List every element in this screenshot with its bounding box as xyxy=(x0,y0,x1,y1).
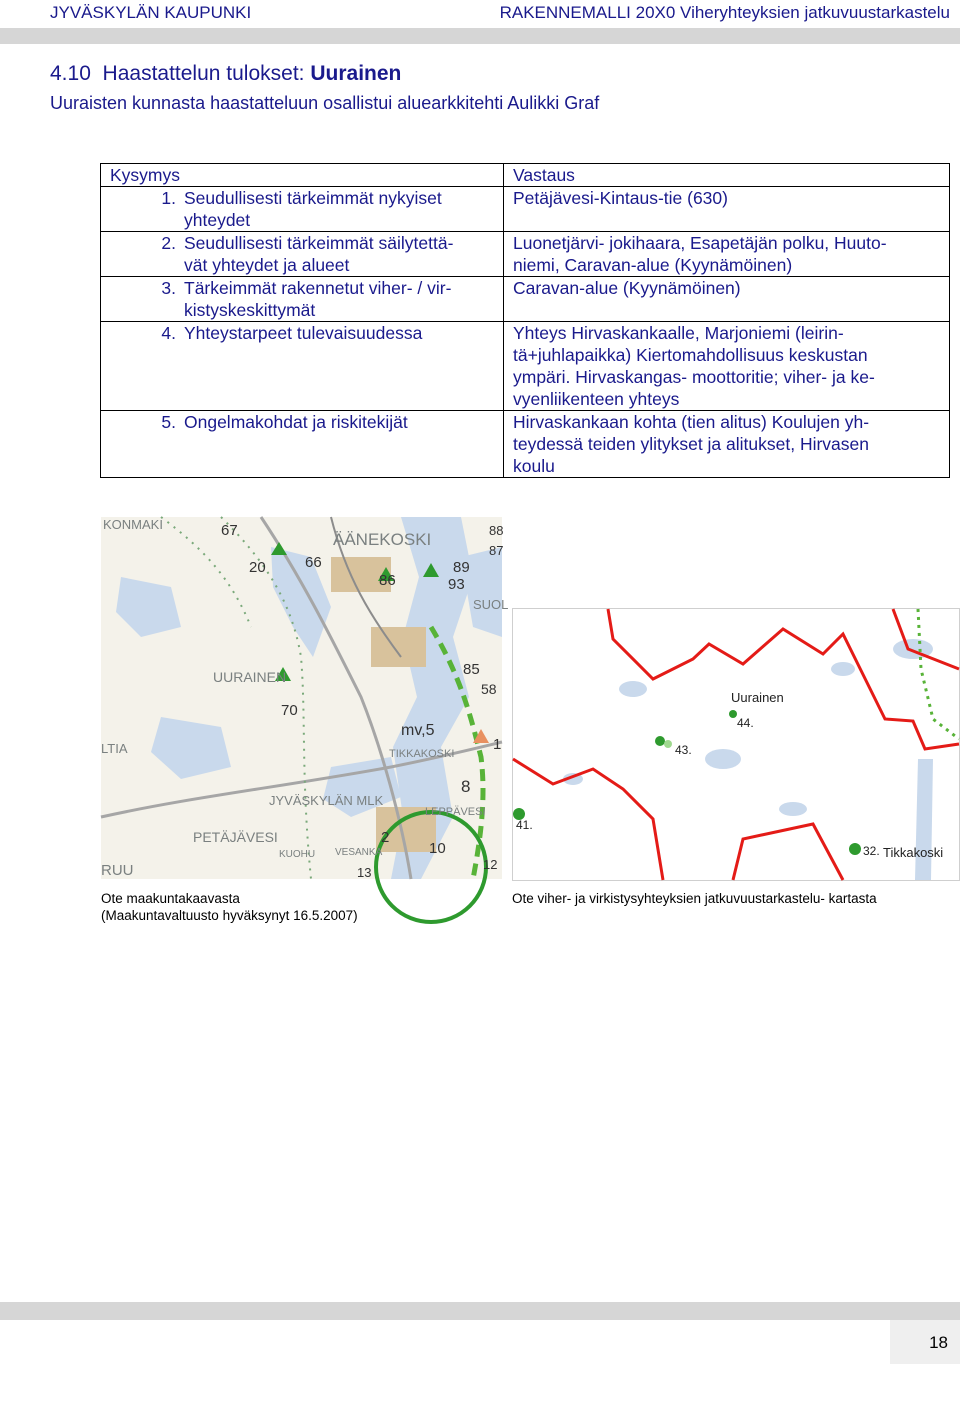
map-label: 67 xyxy=(221,522,238,539)
question-line: Ongelmakohdat ja riskitekijät xyxy=(184,412,408,432)
table-row xyxy=(101,411,950,478)
map-label: 10 xyxy=(429,840,446,857)
map-label: 88 xyxy=(489,523,504,538)
map-label: 87 xyxy=(489,543,504,558)
map-label: 41. xyxy=(516,818,533,832)
map-label: 86 xyxy=(379,572,396,589)
green-connections-map-graphic xyxy=(513,609,959,880)
regional-plan-map xyxy=(101,517,509,880)
map-label: 66 xyxy=(305,554,322,571)
map-label: TIKKAKOSKI xyxy=(389,748,455,760)
question-number: 4. xyxy=(161,323,176,343)
answer-line: Caravan-alue (Kyynämöinen) xyxy=(513,278,741,298)
map-label: 20 xyxy=(249,559,266,576)
answer-line: Hirvaskankaan kohta (tien alitus) Koulujen yh- xyxy=(513,412,870,432)
map-label: mv,5 xyxy=(401,722,435,739)
question-line: vät yhteydet ja alueet xyxy=(184,255,350,275)
table-row xyxy=(101,277,950,322)
page-header xyxy=(0,0,960,44)
question-number: 3. xyxy=(161,278,176,298)
table-row xyxy=(101,232,950,277)
map-label: 44. xyxy=(737,716,754,730)
map-label: KONMAKI xyxy=(103,517,163,532)
interview-table xyxy=(100,163,950,478)
question-line: yhteydet xyxy=(184,210,251,230)
green-area-marker xyxy=(849,843,861,855)
regional-plan-caption xyxy=(101,890,358,924)
answer-line: vyenliikenteen yhteys xyxy=(513,389,680,409)
column-header-answer: Vastaus xyxy=(504,164,950,187)
section-number: 4.10 xyxy=(50,62,91,85)
lake-shape xyxy=(915,759,933,880)
question-number: 2. xyxy=(161,233,176,253)
map-label: Uurainen xyxy=(731,690,784,705)
lake-shape xyxy=(705,749,741,769)
green-map-caption: Ote viher- ja virkistysyhteyksien jatkuvuustarkastelu- kartasta xyxy=(512,891,877,906)
answer-line: Luonetjärvi- jokihaara, Esapetäjän polku, Huuto- xyxy=(513,233,887,253)
section-title-place: Uurainen xyxy=(310,62,402,85)
green-area-marker xyxy=(729,710,737,718)
map-label: 2 xyxy=(381,829,390,846)
header-bar xyxy=(0,28,960,44)
lake-shape xyxy=(779,802,807,816)
green-connections-map xyxy=(512,608,960,881)
map-label: 43. xyxy=(675,743,692,757)
answer-line: tä+juhlapaikka) Kiertomahdollisuus keskustan xyxy=(513,345,868,365)
question-number: 5. xyxy=(161,412,176,432)
map-label: KUOHU xyxy=(279,849,316,860)
map-label: 1 xyxy=(493,736,502,753)
answer-line: Petäjävesi-Kintaus-tie (630) xyxy=(513,188,728,208)
map-label: 8 xyxy=(461,777,471,796)
question-line: Tärkeimmät rakennetut viher- / vir- xyxy=(184,278,452,298)
map-label: Tikkakoski xyxy=(883,845,944,860)
question-line: Seudullisesti tärkeimmät nykyiset xyxy=(184,188,442,208)
caption-line: Ote maakuntakaavasta xyxy=(101,891,240,906)
answer-line: Yhteys Hirvaskankaalle, Marjoniemi (leirin- xyxy=(513,323,844,343)
map-label: 32. xyxy=(863,844,880,858)
lake-shape xyxy=(619,681,647,697)
map-label: 93 xyxy=(448,576,465,593)
header-organization: JYVÄSKYLÄN KAUPUNKI xyxy=(50,3,252,22)
section-title-prefix: Haastattelun tulokset: xyxy=(102,62,311,85)
lake-shape xyxy=(831,662,855,676)
map-label: VESANKA xyxy=(335,847,383,858)
map-label: 89 xyxy=(453,559,470,576)
map-label: JYVÄSKYLÄN MLK xyxy=(269,793,384,808)
header-document-title: RAKENNEMALLI 20X0 Viheryhteyksien jatkuvuustarkastelu xyxy=(499,3,950,22)
map-label: 70 xyxy=(281,702,298,719)
answer-line: teydessä teiden ylitykset ja alitukset, Hirvasen xyxy=(513,434,869,454)
map-label: 85 xyxy=(463,661,480,678)
question-number: 1. xyxy=(161,188,176,208)
map-label: RUU xyxy=(101,862,134,879)
table-row xyxy=(101,322,950,411)
section-subtitle: Uuraisten kunnasta haastatteluun osallistui aluearkkitehti Aulikki Graf xyxy=(50,93,600,113)
map-label: SUOL xyxy=(473,597,509,612)
table-header-row xyxy=(101,164,950,187)
settlement-area xyxy=(371,627,426,667)
footer-bar xyxy=(0,1302,960,1320)
question-line: kistyskeskittymät xyxy=(184,300,316,320)
page-number: 18 xyxy=(929,1333,948,1352)
caption-line: (Maakuntavaltuusto hyväksynyt 16.5.2007) xyxy=(101,908,358,923)
table-row xyxy=(101,187,950,232)
map-label: 12 xyxy=(483,857,498,872)
map-label: ÄÄNEKOSKI xyxy=(333,530,432,549)
map-label: 13 xyxy=(357,865,372,880)
section-heading xyxy=(50,62,401,86)
answer-line: ympäri. Hirvaskangas- moottoritie; viher- ja ke- xyxy=(513,367,875,387)
answer-line: niemi, Caravan-alue (Kyynämöinen) xyxy=(513,255,793,275)
map-label: UURAINEN xyxy=(213,669,287,685)
question-line: Seudullisesti tärkeimmät säilytettä- xyxy=(184,233,454,253)
map-label: LTIA xyxy=(101,741,128,756)
map-background xyxy=(513,609,959,880)
question-line: Yhteystarpeet tulevaisuudessa xyxy=(184,323,423,343)
map-label: PETÄJÄVESI xyxy=(193,829,278,845)
regional-plan-map-graphic xyxy=(101,517,509,880)
footer-page-box xyxy=(890,1320,960,1364)
answer-line: koulu xyxy=(513,456,555,476)
green-area-marker xyxy=(664,740,672,748)
map-label: 58 xyxy=(481,681,497,697)
column-header-question: Kysymys xyxy=(101,164,504,187)
map-label: LEPPÄVESI xyxy=(425,806,486,818)
green-area-marker xyxy=(655,736,665,746)
